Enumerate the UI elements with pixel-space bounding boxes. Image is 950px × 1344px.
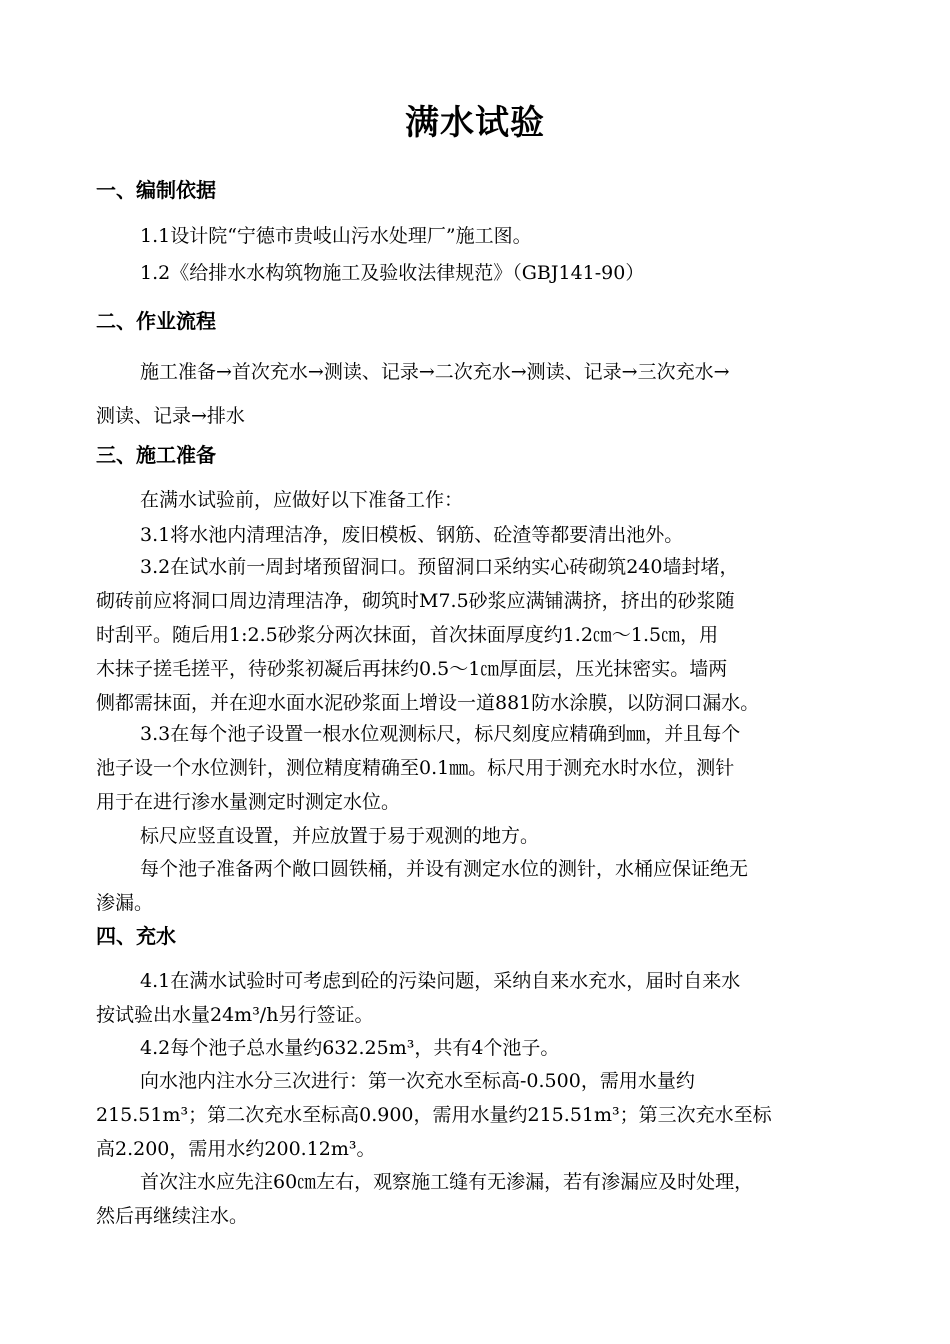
text-line: 用于在进行渗水量测定时测定水位。 xyxy=(96,791,401,813)
text-line: 215.51m³；第二次充水至标高0.900，需用水量约215.51m³；第三次充水至标 xyxy=(96,1104,772,1126)
text-line: 4.1在满水试验时可考虑到砼的污染问题，采纳自来水充水，届时自来水 xyxy=(140,970,741,992)
text-line: 标尺应竖直设置，并应放置于易于观测的地方。 xyxy=(140,825,540,847)
text-line: 池子设一个水位测针，测位精度精确至0.1㎜。标尺用于测充水时水位，测针 xyxy=(96,757,735,779)
paragraph-prep-intro xyxy=(96,483,856,518)
text-line: 1.1设计院“宁德市贵岐山污水处理厂”施工图。 xyxy=(140,225,532,247)
section-heading-workflow: 二、作业流程 xyxy=(96,309,216,333)
section-heading-filling: 四、充水 xyxy=(96,924,176,948)
text-line: 然后再继续注水。 xyxy=(96,1205,249,1227)
text-line: 1.2《给排水水构筑物施工及验收法律规范》（GBJ141-90） xyxy=(140,262,645,284)
document-title: 满水试验 xyxy=(405,103,545,143)
text-line: 在满水试验前，应做好以下准备工作： xyxy=(140,489,464,511)
paragraph-3-3 xyxy=(96,717,856,819)
text-line: 测读、记录→排水 xyxy=(96,405,245,427)
text-line: 每个池子准备两个敞口圆铁桶，并设有测定水位的测针，水桶应保证绝无 xyxy=(140,858,749,880)
paragraph-4-3 xyxy=(96,1064,856,1166)
paragraph-3-4 xyxy=(96,819,856,854)
text-line: 3.2在试水前一周封堵预留洞口。预留洞口采纳实心砖砌筑240墙封堵， xyxy=(140,556,739,578)
text-line: 3.3在每个池子设置一根水位观测标尺，标尺刻度应精确到㎜，并且每个 xyxy=(140,723,741,745)
paragraph-workflow xyxy=(96,350,856,438)
text-line: 向水池内注水分三次进行：第一次充水至标高-0.500，需用水量约 xyxy=(140,1070,695,1092)
text-line: 砌砖前应将洞口周边清理洁净，砌筑时M7.5砂浆应满铺满挤，挤出的砂浆随 xyxy=(96,590,735,612)
text-line: 木抹子搓毛搓平，待砂浆初凝后再抹约0.5～1㎝厚面层，压光抹密实。墙两 xyxy=(96,658,728,680)
text-line: 3.1将水池内清理洁净，废旧模板、钢筋、砼渣等都要清出池外。 xyxy=(140,524,684,546)
text-line: 高2.200，需用水约200.12m³。 xyxy=(96,1138,376,1160)
paragraph-3-1 xyxy=(96,518,856,553)
text-line: 首次注水应先注60㎝左右，观察施工缝有无渗漏，若有渗漏应及时处理， xyxy=(140,1171,754,1193)
paragraph-4-4 xyxy=(96,1165,856,1233)
section-heading-basis: 一、编制依据 xyxy=(96,178,216,202)
text-line: 侧都需抹面，并在迎水面水泥砂浆面上增设一道881防水涂膜，以防洞口漏水。 xyxy=(96,692,760,714)
text-line: 按试验出水量24m³/h另行签证。 xyxy=(96,1004,374,1026)
paragraph-1-1 xyxy=(96,219,856,254)
paragraph-4-2 xyxy=(96,1031,856,1066)
paragraph-3-5 xyxy=(96,852,856,920)
paragraph-1-2 xyxy=(96,256,856,291)
text-line: 施工准备→首次充水→测读、记录→二次充水→测读、记录→三次充水→ xyxy=(140,361,730,383)
paragraph-4-1 xyxy=(96,964,856,1032)
text-line: 4.2每个池子总水量约632.25m³，共有4个池子。 xyxy=(140,1037,560,1059)
text-line: 时刮平。随后用1:2.5砂浆分两次抹面，首次抹面厚度约1.2㎝～1.5㎝，用 xyxy=(96,624,719,646)
paragraph-3-2 xyxy=(96,550,856,720)
text-line: 渗漏。 xyxy=(96,892,154,914)
section-heading-preparation: 三、施工准备 xyxy=(96,443,216,467)
